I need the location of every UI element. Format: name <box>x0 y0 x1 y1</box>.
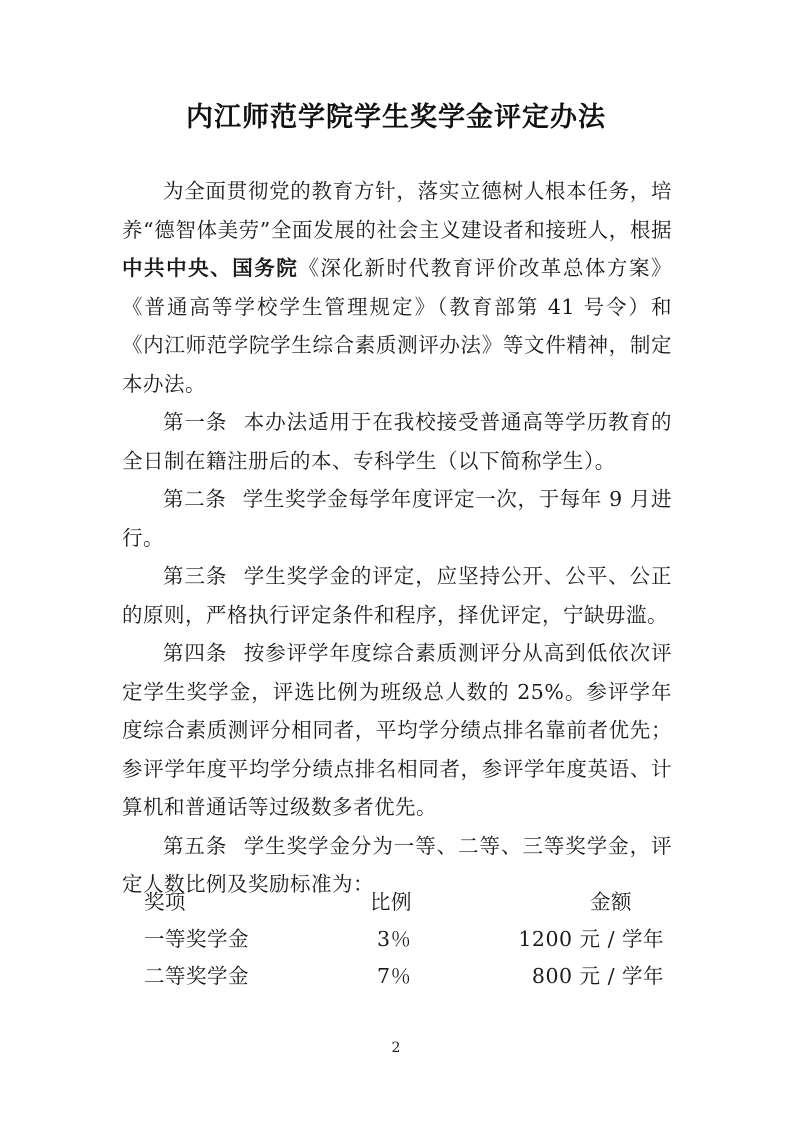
row-1-amount: 1200 元 / 学年 <box>518 927 664 951</box>
intro-text-before: 为全面贯彻党的教育方针，落实立德树人根本任务，培养“德智体美劳”全面发展的社会主义建设者和接班人，根据 <box>122 179 672 242</box>
article-2-label: 第二条 <box>163 487 227 511</box>
row-2-ratio: 7％ <box>377 964 412 988</box>
article-2-text: 学生奖学金每学年度评定一次，于每年 9 月进行。 <box>122 487 673 550</box>
article-1-label: 第一条 <box>163 410 228 434</box>
article-3-label: 第三条 <box>163 564 228 588</box>
article-5-label: 第五条 <box>163 833 228 858</box>
article-3-text: 学生奖学金的评定，应坚持公开、公平、公正的原则，严格执行评定条件和程序，择优评定，宁缺毋滥。 <box>122 564 673 627</box>
header-item: 奖项 <box>144 890 186 914</box>
document-title: 内江师范学院学生奖学金评定办法 <box>186 102 606 133</box>
header-amount: 金额 <box>590 890 632 914</box>
row-2-item: 二等奖学金 <box>144 964 249 988</box>
row-1-item: 一等奖学金 <box>144 927 249 951</box>
article-4-text: 按参评学年度综合素质测评分从高到低依次评定学生奖学金，评选比例为班级总人数的 25%。参评学年度综合素质测评分相同者，平均学分绩点排名靠前者优先；参评学年度平均学分绩点排名相同者，参评学年度英语、计算机和普通话等过级数多者优先。 <box>122 641 673 819</box>
page-number: 2 <box>391 1040 401 1056</box>
document-body <box>122 172 672 904</box>
row-1-ratio: 3％ <box>377 927 412 951</box>
table-row <box>122 922 672 959</box>
article-3 <box>122 557 672 634</box>
table-row <box>122 959 672 996</box>
article-4-label: 第四条 <box>163 641 228 665</box>
article-1 <box>122 403 672 480</box>
header-ratio: 比例 <box>370 890 412 914</box>
article-2 <box>122 480 672 557</box>
award-table-header <box>122 885 672 922</box>
article-4 <box>122 634 672 827</box>
intro-emphasis: 中共中央、国务院 <box>122 256 299 280</box>
article-5-text: 学生奖学金分为一等、二等、三等奖学金，评定人数比例及奖励标准为： <box>122 833 673 896</box>
intro-paragraph <box>122 172 672 403</box>
row-2-amount: 800 元 / 学年 <box>531 964 664 988</box>
award-table <box>122 885 672 996</box>
article-1-text: 本办法适用于在我校接受普通高等学历教育的全日制在籍注册后的本、专科学生（以下简称学生）。 <box>122 410 673 473</box>
intro-text-after: 《深化新时代教育评价改革总体方案》《普通高等学校学生管理规定》（教育部第 41 号令）和《内江师范学院学生综合素质测评办法》等文件精神，制定本办法。 <box>122 256 673 396</box>
